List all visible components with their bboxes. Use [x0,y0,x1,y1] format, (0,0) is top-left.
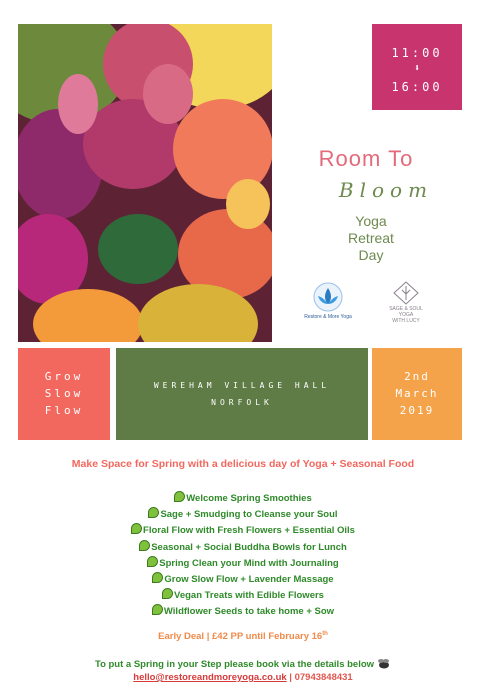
sage-soul-logo [384,280,428,328]
contact-line [0,672,486,683]
list-item: Seasonal + Social Buddha Bowls for Lunch [0,540,486,556]
date-year: 2019 [399,404,435,417]
date-month: March [395,387,439,400]
list-item: Wildflower Seeds to take home + Sow [0,604,486,620]
time-box [372,24,462,110]
title-line-1: Room To [318,146,414,171]
leaf-icon [152,572,163,583]
slow-word: Slow [44,387,84,400]
list-item: Spring Clean your Mind with Journaling [0,556,486,572]
sage-logo-line-3: WITH LUCY [392,318,420,324]
date-day: 2nd [404,370,430,383]
subtitle-day: Day [358,247,384,263]
flow-word: Flow [44,404,84,417]
end-time: 16:00 [391,80,443,94]
leaf-icon [131,523,142,534]
early-deal: Early Deal | £42 PP until February 16th [158,631,328,643]
start-time: 11:00 [391,46,443,60]
subtitle-yoga: Yoga [355,213,387,229]
restore-logo [298,282,358,326]
list-item: Vegan Treats with Edible Flowers [0,588,486,604]
grow-word: Grow [44,370,84,383]
booking-cta: To put a Spring in your Step please book via the details below [0,658,486,670]
leaf-icon [139,540,150,551]
arrow-down-icon: ⬇ [413,63,421,74]
leaf-icon [147,556,158,567]
list-item: Grow Slow Flow + Lavender Massage [0,572,486,588]
venue-box [116,348,368,440]
restore-logo-text: Restore & More Yoga [304,314,352,320]
title-line-2: Bloom [338,178,434,202]
phone-number: 07943848431 [294,672,353,683]
venue-county: NORFOLK [211,398,273,407]
grow-slow-flow-box [18,348,110,440]
headline: Make Space for Spring with a delicious day of Yoga + Seasonal Food [71,458,415,470]
deal-suffix: th [322,631,328,637]
sage-diamond-icon [384,280,428,306]
leaf-icon [174,491,185,502]
contact-separator: | [286,672,295,683]
venue-name: WEREHAM VILLAGE HALL [153,381,331,390]
leaf-icon [148,507,159,518]
email-link[interactable]: hello@restoreandmoreyoga.co.uk [133,672,287,683]
sage-logo-line-1: SAGE & SOUL [389,306,423,312]
sage-logo-line-2: YOGA [398,312,414,318]
list-item: Welcome Spring Smoothies [0,491,486,507]
date-box [372,348,462,440]
lotus-icon [298,282,358,314]
leaf-icon [152,604,163,615]
list-item: Floral Flow with Fresh Flowers + Essential Oils [0,523,486,539]
subtitle-retreat: Retreat [348,230,394,246]
bee-icon [377,658,391,669]
list-item: Sage + Smudging to Cleanse your Soul [0,507,486,523]
leaf-icon [162,588,173,599]
activity-list [0,491,486,621]
tulip-photo [18,24,272,342]
